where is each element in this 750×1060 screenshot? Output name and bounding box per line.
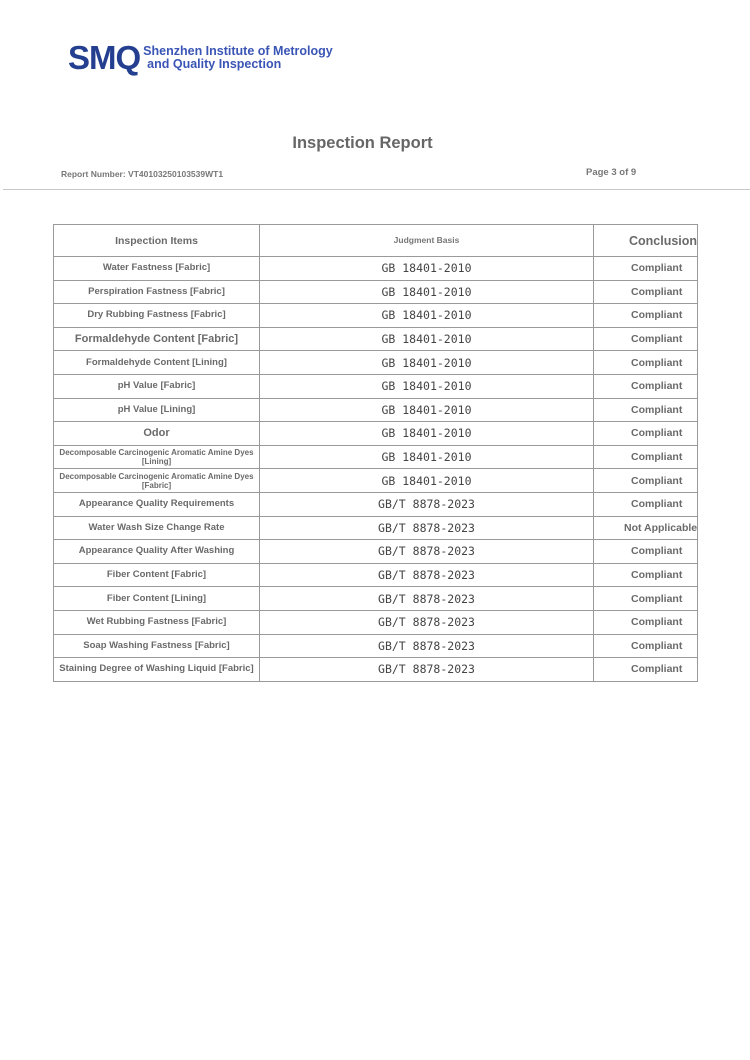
judgment-basis-cell: GB/T 8878-2023	[260, 540, 594, 564]
conclusion-cell: Compliant	[594, 540, 698, 564]
judgment-basis-cell: GB/T 8878-2023	[260, 634, 594, 658]
table-row	[54, 374, 698, 398]
conclusion-cell: Not Applicable	[594, 516, 698, 540]
report-number: Report Number: VT40103250103539WT1	[61, 169, 224, 179]
table-body	[54, 257, 698, 682]
table-row	[54, 492, 698, 516]
inspection-item-cell: Water Fastness [Fabric]	[54, 257, 260, 281]
conclusion-cell: Compliant	[594, 445, 698, 469]
table-row	[54, 469, 698, 493]
conclusion-cell: Compliant	[594, 304, 698, 328]
table-row	[54, 280, 698, 304]
institute-name-line2: and Quality Inspection	[147, 57, 282, 71]
inspection-item-cell: Perspiration Fastness [Fabric]	[54, 280, 260, 304]
conclusion-cell: Compliant	[594, 492, 698, 516]
judgment-basis-cell: GB 18401-2010	[260, 422, 594, 446]
judgment-basis-cell: GB/T 8878-2023	[260, 516, 594, 540]
judgment-basis-cell: GB 18401-2010	[260, 304, 594, 328]
inspection-item-cell: Decomposable Carcinogenic Aromatic Amine Dyes [Lining]	[54, 445, 260, 469]
conclusion-cell: Compliant	[594, 658, 698, 682]
judgment-basis-cell: GB 18401-2010	[260, 280, 594, 304]
inspection-item-cell: pH Value [Lining]	[54, 398, 260, 422]
judgment-basis-cell: GB 18401-2010	[260, 327, 594, 351]
judgment-basis-cell: GB/T 8878-2023	[260, 587, 594, 611]
judgment-basis-cell: GB/T 8878-2023	[260, 563, 594, 587]
conclusion-cell: Compliant	[594, 280, 698, 304]
inspection-item-cell: Water Wash Size Change Rate	[54, 516, 260, 540]
table-row	[54, 351, 698, 375]
logo-mark: SMQ	[68, 39, 141, 76]
conclusion-cell: Compliant	[594, 610, 698, 634]
table-row	[54, 304, 698, 328]
header-divider	[3, 189, 750, 190]
inspection-item-cell: Dry Rubbing Fastness [Fabric]	[54, 304, 260, 328]
judgment-basis-cell: GB 18401-2010	[260, 257, 594, 281]
judgment-basis-cell: GB 18401-2010	[260, 398, 594, 422]
judgment-basis-cell: GB 18401-2010	[260, 351, 594, 375]
judgment-basis-cell: GB 18401-2010	[260, 374, 594, 398]
conclusion-cell: Compliant	[594, 351, 698, 375]
conclusion-cell: Compliant	[594, 374, 698, 398]
judgment-basis-cell: GB/T 8878-2023	[260, 610, 594, 634]
column-header-items: Inspection Items	[54, 225, 260, 257]
table-row	[54, 398, 698, 422]
inspection-item-cell: Formaldehyde Content [Lining]	[54, 351, 260, 375]
table-row	[54, 587, 698, 611]
conclusion-cell: Compliant	[594, 563, 698, 587]
page-title: Inspection Report	[292, 134, 433, 152]
inspection-item-cell: Formaldehyde Content [Fabric]	[54, 327, 260, 351]
column-header-basis: Judgment Basis	[260, 225, 594, 257]
institute-name-line1: Shenzhen Institute of Metrology	[143, 44, 333, 58]
table-row	[54, 634, 698, 658]
table-row	[54, 327, 698, 351]
inspection-item-cell: Soap Washing Fastness [Fabric]	[54, 634, 260, 658]
inspection-item-cell: Wet Rubbing Fastness [Fabric]	[54, 610, 260, 634]
conclusion-cell: Compliant	[594, 422, 698, 446]
conclusion-cell: Compliant	[594, 469, 698, 493]
table-row	[54, 563, 698, 587]
inspection-item-cell: Staining Degree of Washing Liquid [Fabric]	[54, 658, 260, 682]
conclusion-cell: Compliant	[594, 634, 698, 658]
table-row	[54, 516, 698, 540]
table-row	[54, 257, 698, 281]
inspection-item-cell: Decomposable Carcinogenic Aromatic Amine Dyes [Fabric]	[54, 469, 260, 493]
table-header-row	[54, 225, 698, 257]
table-row	[54, 610, 698, 634]
column-header-conclusion: Conclusion	[594, 225, 698, 257]
inspection-item-cell: Fiber Content [Fabric]	[54, 563, 260, 587]
institute-logo	[68, 38, 333, 78]
judgment-basis-cell: GB/T 8878-2023	[260, 492, 594, 516]
conclusion-cell: Compliant	[594, 587, 698, 611]
table-row	[54, 540, 698, 564]
inspection-item-cell: Appearance Quality After Washing	[54, 540, 260, 564]
table-row	[54, 658, 698, 682]
inspection-item-cell: pH Value [Fabric]	[54, 374, 260, 398]
judgment-basis-cell: GB 18401-2010	[260, 445, 594, 469]
table-row	[54, 422, 698, 446]
inspection-item-cell: Appearance Quality Requirements	[54, 492, 260, 516]
judgment-basis-cell: GB 18401-2010	[260, 469, 594, 493]
page-number: Page 3 of 9	[586, 167, 637, 178]
inspection-item-cell: Fiber Content [Lining]	[54, 587, 260, 611]
institute-name	[143, 45, 333, 71]
inspection-item-cell: Odor	[54, 422, 260, 446]
conclusion-cell: Compliant	[594, 257, 698, 281]
conclusion-cell: Compliant	[594, 327, 698, 351]
inspection-table	[53, 224, 698, 682]
judgment-basis-cell: GB/T 8878-2023	[260, 658, 594, 682]
table-row	[54, 445, 698, 469]
conclusion-cell: Compliant	[594, 398, 698, 422]
